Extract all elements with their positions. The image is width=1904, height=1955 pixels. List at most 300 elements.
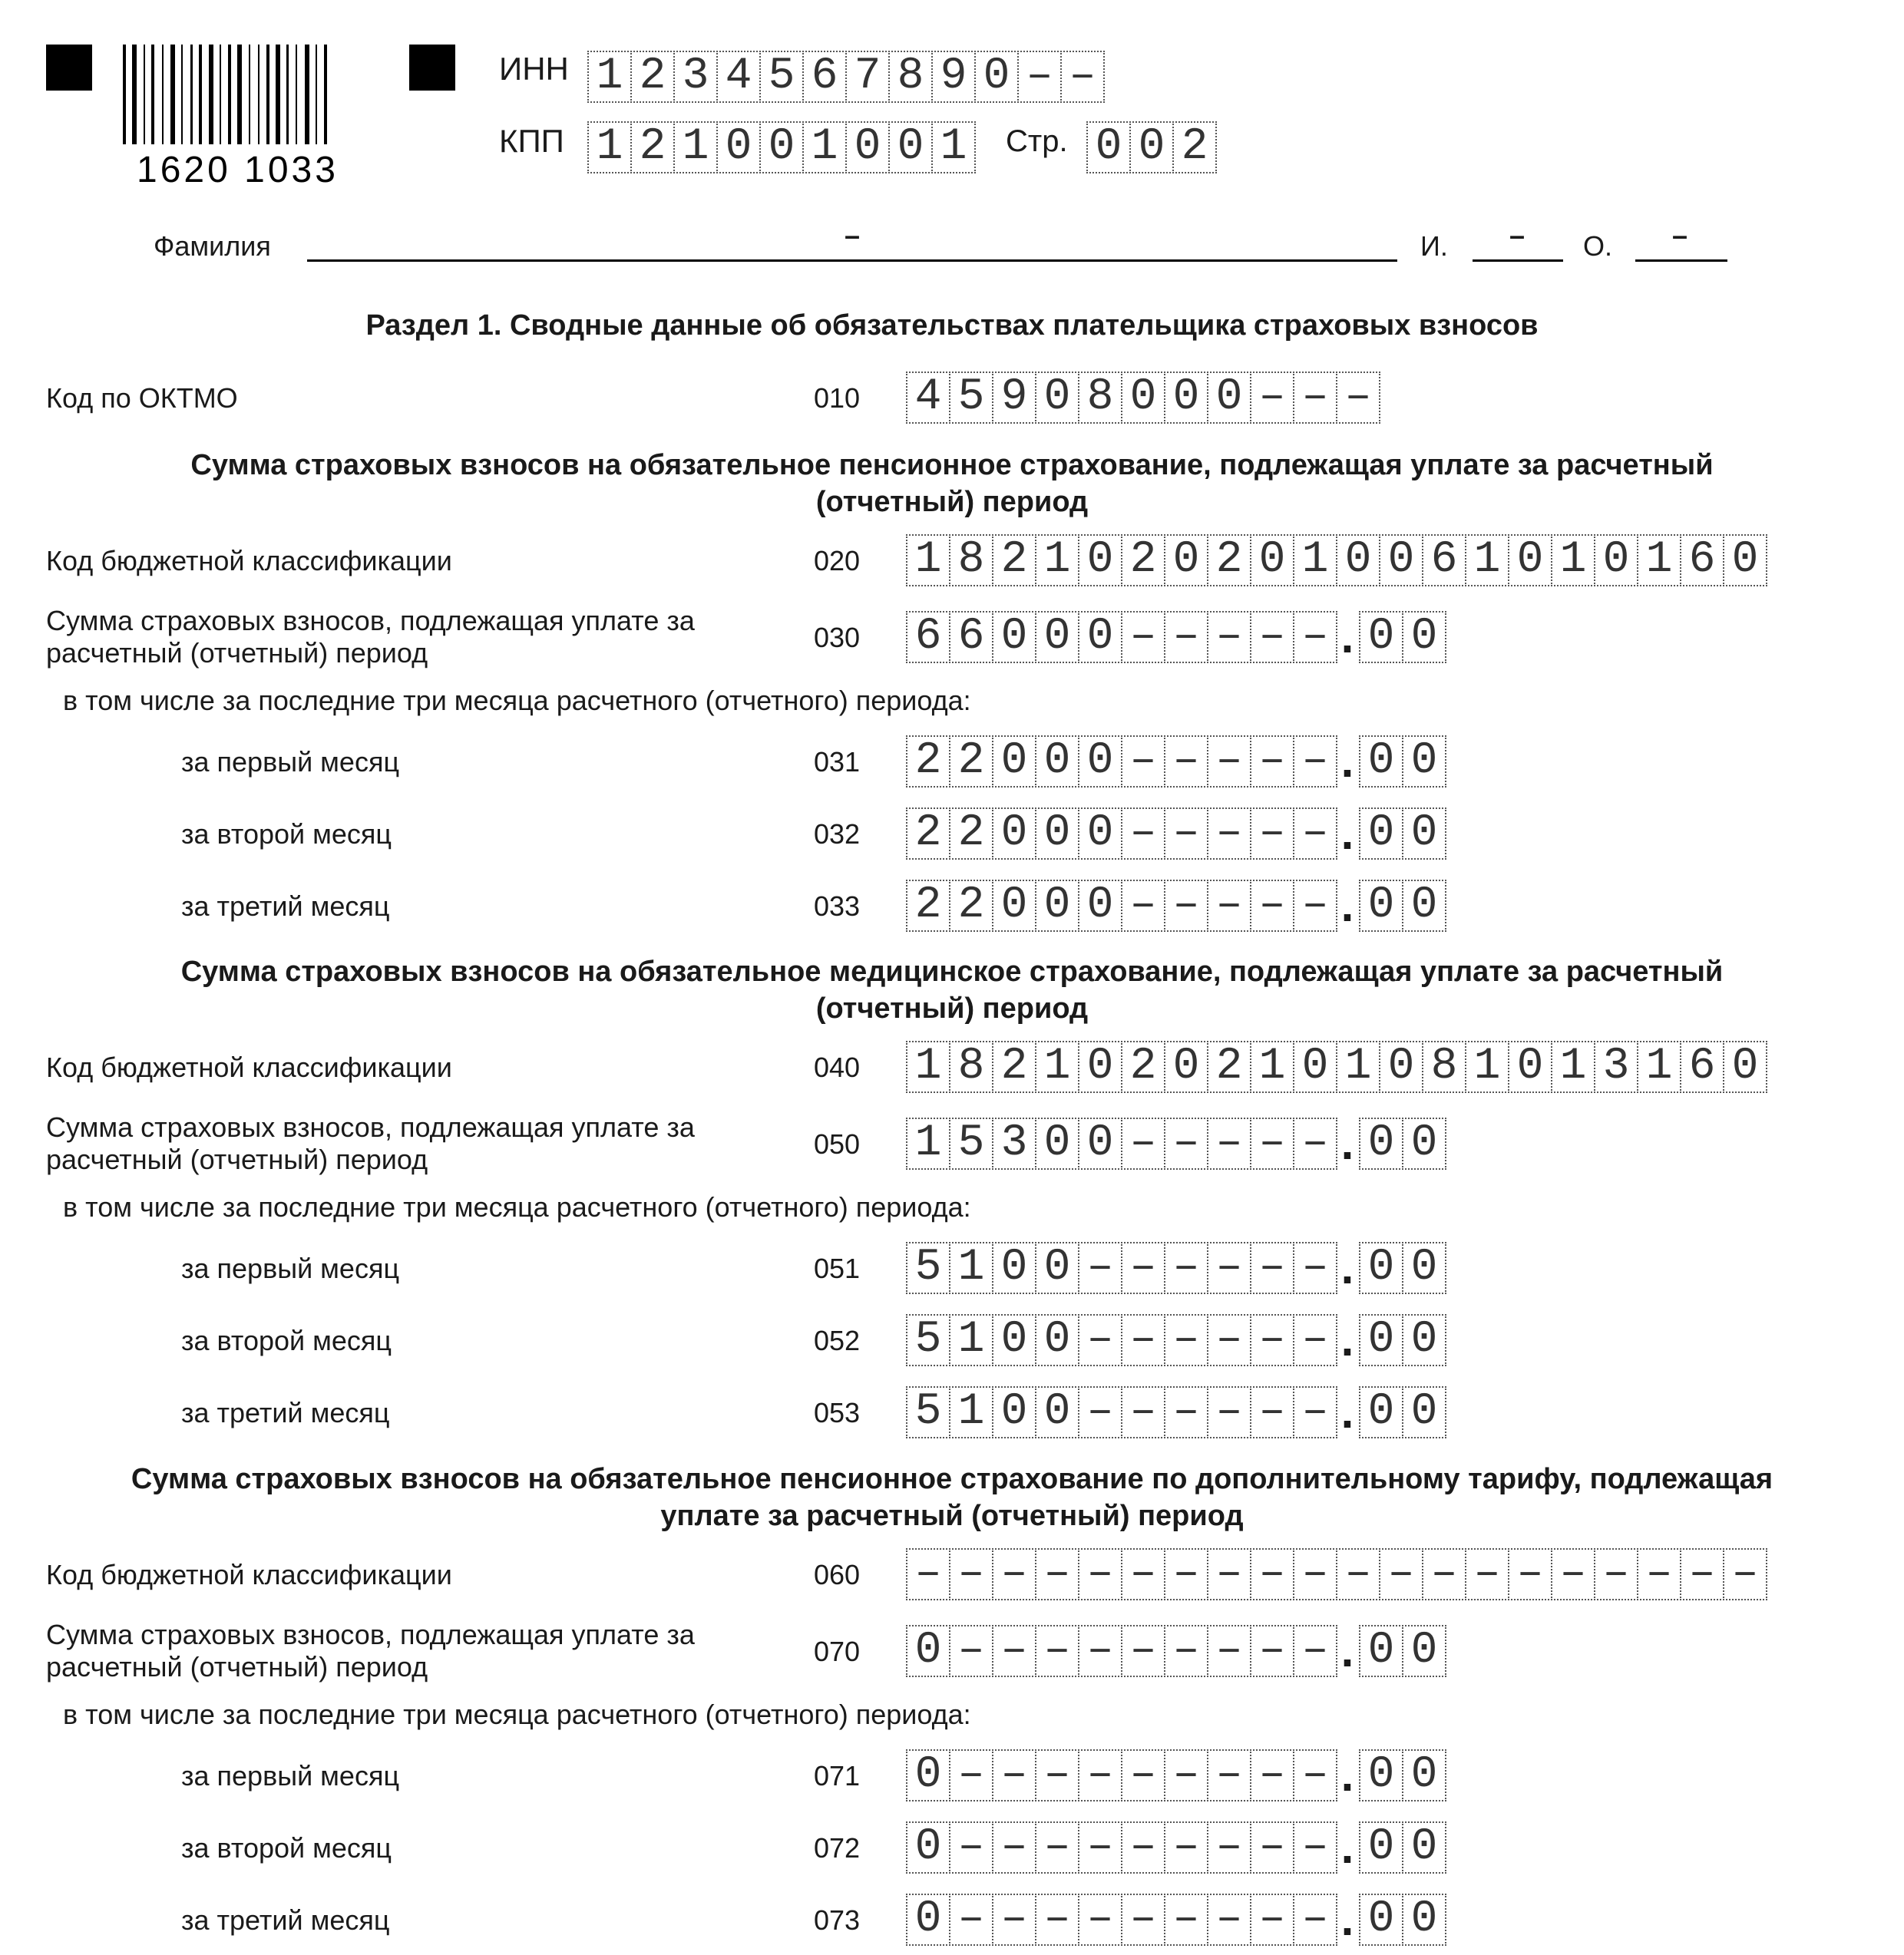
kbk-cells[interactable] [906,1041,1766,1093]
name-value[interactable]: – [1509,220,1526,251]
input-cell[interactable]: – [1121,1625,1165,1677]
input-cell[interactable]: 1 [949,1386,993,1438]
surname-line [307,259,1397,262]
input-cell[interactable]: – [1293,735,1337,788]
input-cell[interactable]: 2 [906,735,950,788]
input-cell[interactable]: 0 [906,1894,950,1946]
input-cell[interactable]: – [1250,1118,1294,1170]
input-cell[interactable]: – [1207,1894,1251,1946]
input-cell[interactable]: 2 [949,807,993,860]
corner-marker-right [409,45,455,91]
input-cell[interactable]: – [1293,372,1337,424]
input-cell[interactable]: – [1078,1548,1122,1600]
input-cell[interactable]: – [1293,1118,1337,1170]
kbk-cells[interactable] [906,1548,1766,1600]
oktmo-label: Код по ОКТМО [46,382,238,414]
amount-cells[interactable] [906,1821,1445,1874]
page-cells[interactable] [1086,121,1215,173]
input-cell[interactable]: 0 [1293,1041,1337,1093]
input-cell[interactable]: – [1207,1821,1251,1874]
input-cell[interactable]: 0 [1359,1894,1403,1946]
input-cell[interactable]: 0 [1164,372,1208,424]
input-cell[interactable]: 5 [949,372,993,424]
input-cell[interactable]: 3 [992,1118,1036,1170]
month-code: 072 [814,1832,861,1864]
input-cell[interactable]: – [1250,1749,1294,1801]
input-cell[interactable]: – [1637,1548,1681,1600]
input-cell[interactable]: 0 [888,121,933,173]
input-cell[interactable]: – [1164,1821,1208,1874]
input-cell[interactable]: 0 [1402,880,1446,932]
input-cell[interactable]: 0 [906,1749,950,1801]
input-cell[interactable]: 0 [1402,1242,1446,1294]
input-cell[interactable]: 1 [802,121,847,173]
month-label: за второй месяц [181,1325,392,1356]
amount-cells[interactable] [906,880,1445,932]
input-cell[interactable]: – [1207,880,1251,932]
input-cell[interactable]: – [1121,1118,1165,1170]
input-cell[interactable]: – [1594,1548,1638,1600]
input-cell[interactable]: 1 [949,1242,993,1294]
input-cell[interactable]: 0 [1207,372,1251,424]
input-cell[interactable]: 0 [992,1386,1036,1438]
input-cell[interactable]: 0 [1508,534,1552,586]
input-cell[interactable]: 0 [1035,1386,1079,1438]
input-cell[interactable]: – [1250,1548,1294,1600]
input-cell[interactable]: – [1164,1894,1208,1946]
input-cell[interactable]: – [1293,1821,1337,1874]
input-cell[interactable]: – [906,1548,950,1600]
input-cell[interactable]: – [949,1749,993,1801]
input-cell[interactable]: – [1035,1625,1079,1677]
inn-label: ИНН [499,51,569,87]
input-cell[interactable]: 0 [1086,121,1131,173]
input-cell[interactable]: – [1207,1548,1251,1600]
input-cell[interactable]: 0 [1078,880,1122,932]
oktmo-cells[interactable] [906,372,1379,424]
input-cell[interactable]: – [1121,1749,1165,1801]
input-cell[interactable]: – [1121,611,1165,663]
kbk-label: Код бюджетной классификации [46,545,452,576]
decimal-point: . [1340,1894,1354,1945]
input-cell[interactable]: 0 [992,735,1036,788]
kpp-cells[interactable] [587,121,974,173]
decimal-point: . [1340,1118,1354,1169]
input-cell[interactable]: – [1207,1749,1251,1801]
decimal-point: . [1340,807,1354,859]
amount-cells[interactable] [906,611,1445,663]
kbk-code: 020 [814,545,861,576]
input-cell[interactable]: 1 [1551,534,1595,586]
input-cell[interactable]: 0 [992,880,1036,932]
input-cell[interactable]: 6 [949,611,993,663]
input-cell[interactable]: 2 [630,51,675,103]
input-cell[interactable]: 0 [716,121,761,173]
input-cell[interactable]: 1 [1637,534,1681,586]
input-cell[interactable]: 9 [992,372,1036,424]
input-cell[interactable]: 0 [1359,1386,1403,1438]
input-cell[interactable]: 6 [1680,534,1724,586]
input-cell[interactable]: 1 [931,121,976,173]
sum-label [46,1111,695,1176]
input-cell[interactable]: – [992,1625,1036,1677]
input-cell[interactable]: 1 [949,1314,993,1366]
input-cell[interactable]: – [1293,807,1337,860]
amount-cells[interactable] [906,1749,1445,1801]
barcode [123,45,372,152]
input-cell[interactable]: – [1035,1821,1079,1874]
input-cell[interactable]: – [1250,372,1294,424]
input-cell[interactable]: – [1121,1821,1165,1874]
input-cell[interactable]: 0 [992,1314,1036,1366]
input-cell[interactable]: – [1078,1386,1122,1438]
input-cell[interactable]: 0 [1723,1041,1767,1093]
input-cell[interactable]: – [949,1548,993,1600]
input-cell[interactable]: – [1250,1821,1294,1874]
input-cell[interactable]: 4 [906,372,950,424]
input-cell[interactable]: 0 [1035,611,1079,663]
input-cell[interactable]: 3 [1594,1041,1638,1093]
input-cell[interactable]: 0 [1078,611,1122,663]
input-cell[interactable]: 8 [949,1041,993,1093]
input-cell[interactable]: 0 [1359,880,1403,932]
input-cell[interactable]: 0 [1164,1041,1208,1093]
input-cell[interactable]: 0 [1035,372,1079,424]
input-cell[interactable]: – [1293,1625,1337,1677]
input-cell[interactable]: – [1293,1242,1337,1294]
input-cell[interactable]: 6 [1422,534,1466,586]
inn-cells[interactable] [587,51,1103,103]
month-label: за второй месяц [181,1832,392,1864]
input-cell[interactable]: 1 [906,1041,950,1093]
input-cell[interactable]: – [1121,1548,1165,1600]
input-cell[interactable]: – [1379,1548,1423,1600]
input-cell[interactable]: – [1078,1314,1122,1366]
input-cell[interactable]: 0 [992,1242,1036,1294]
input-cell[interactable]: 0 [1359,1625,1403,1677]
amount-cells[interactable] [906,1894,1445,1946]
input-cell[interactable]: – [1293,1386,1337,1438]
input-cell[interactable]: 8 [949,534,993,586]
input-cell[interactable]: 0 [1402,1118,1446,1170]
input-cell[interactable]: – [1207,735,1251,788]
input-cell[interactable]: 8 [1078,372,1122,424]
input-cell[interactable]: 2 [949,880,993,932]
input-cell[interactable]: 0 [845,121,890,173]
input-cell[interactable]: – [1250,1386,1294,1438]
input-cell[interactable]: – [1121,807,1165,860]
input-cell[interactable]: 0 [1359,1821,1403,1874]
input-cell[interactable]: 2 [630,121,675,173]
input-cell[interactable]: – [1164,611,1208,663]
patronymic-value[interactable]: – [1672,220,1688,251]
input-cell[interactable]: – [1078,1821,1122,1874]
input-cell[interactable]: – [1164,1548,1208,1600]
input-cell[interactable]: 0 [1402,1894,1446,1946]
input-cell[interactable]: 0 [1035,1118,1079,1170]
input-cell[interactable]: 0 [1164,534,1208,586]
sum-label [46,605,695,669]
sum-code: 070 [814,1636,861,1667]
input-cell[interactable]: 0 [906,1821,950,1874]
input-cell[interactable]: – [1121,735,1165,788]
input-cell[interactable]: 3 [673,51,718,103]
sum-label-line1: Сумма страховых взносов, подлежащая уплате за [46,605,695,636]
input-cell[interactable]: – [992,1821,1036,1874]
input-cell[interactable]: 1 [1250,1041,1294,1093]
input-cell[interactable]: – [1164,1625,1208,1677]
input-cell[interactable]: – [1078,1625,1122,1677]
input-cell[interactable]: 9 [931,51,976,103]
input-cell[interactable]: 2 [1121,1041,1165,1093]
input-cell[interactable]: – [1164,1118,1208,1170]
input-cell[interactable]: 1 [1293,534,1337,586]
input-cell[interactable]: 0 [1359,611,1403,663]
patronymic-line [1635,259,1727,262]
input-cell[interactable]: 0 [1723,534,1767,586]
month-label: за первый месяц [181,1760,400,1792]
month-label: за первый месяц [181,1253,400,1284]
month-code: 051 [814,1253,861,1284]
input-cell[interactable]: 0 [1402,1386,1446,1438]
input-cell[interactable]: 1 [587,51,632,103]
input-cell[interactable]: – [1508,1548,1552,1600]
input-cell[interactable]: 0 [1359,1314,1403,1366]
input-cell[interactable]: – [949,1894,993,1946]
input-cell[interactable]: 0 [1359,735,1403,788]
input-cell[interactable]: 2 [906,880,950,932]
input-cell[interactable]: – [1164,1749,1208,1801]
input-cell[interactable]: – [992,1749,1036,1801]
input-cell[interactable]: 0 [1035,1242,1079,1294]
input-cell[interactable]: 0 [759,121,804,173]
input-cell[interactable]: 0 [1250,534,1294,586]
input-cell[interactable]: – [1250,611,1294,663]
input-cell[interactable]: – [949,1625,993,1677]
input-cell[interactable]: 2 [1172,121,1217,173]
amount-cells[interactable] [906,1314,1445,1366]
amount-cells[interactable] [906,1386,1445,1438]
month-label: за третий месяц [181,1904,390,1936]
input-cell[interactable]: – [1164,880,1208,932]
input-cell[interactable]: 0 [1078,807,1122,860]
input-cell[interactable]: 2 [949,735,993,788]
input-cell[interactable]: 2 [906,807,950,860]
input-cell[interactable]: – [1250,1894,1294,1946]
month-code: 033 [814,890,861,922]
input-cell[interactable]: – [1121,1242,1165,1294]
input-cell[interactable]: – [1293,1749,1337,1801]
kbk-code: 060 [814,1559,861,1590]
input-cell[interactable]: – [1293,611,1337,663]
input-cell[interactable]: 1 [1035,534,1079,586]
input-cell[interactable]: – [1250,880,1294,932]
input-cell[interactable]: 0 [1402,1749,1446,1801]
months-intro: в том числе за последние три месяца расчетного (отчетного) периода: [63,1699,971,1730]
kbk-label: Код бюджетной классификации [46,1559,452,1590]
input-cell[interactable]: 1 [906,1118,950,1170]
input-cell[interactable]: 0 [1402,1314,1446,1366]
input-cell[interactable]: 0 [1379,534,1423,586]
decimal-point: . [1340,1625,1354,1676]
input-cell[interactable]: – [1207,1314,1251,1366]
input-cell[interactable]: 2 [1207,534,1251,586]
input-cell[interactable]: 0 [1359,1242,1403,1294]
input-cell[interactable]: 5 [949,1118,993,1170]
input-cell[interactable]: 8 [888,51,933,103]
input-cell[interactable]: – [1293,1548,1337,1600]
input-cell[interactable]: – [1078,1894,1122,1946]
input-cell[interactable]: 0 [1078,1041,1122,1093]
input-cell[interactable]: 2 [1207,1041,1251,1093]
input-cell[interactable]: 1 [1336,1041,1380,1093]
input-cell[interactable]: 6 [906,611,950,663]
input-cell[interactable]: 0 [1121,372,1165,424]
input-cell[interactable]: 2 [1121,534,1165,586]
input-cell[interactable]: – [1078,1749,1122,1801]
input-cell[interactable]: – [1250,1314,1294,1366]
input-cell[interactable]: 1 [906,534,950,586]
amount-cells[interactable] [906,1242,1445,1294]
input-cell[interactable]: – [1035,1749,1079,1801]
input-cell[interactable]: 0 [1078,534,1122,586]
input-cell[interactable]: – [1207,1242,1251,1294]
input-cell[interactable]: – [1250,807,1294,860]
input-cell[interactable]: – [1121,880,1165,932]
input-cell[interactable]: 1 [587,121,632,173]
input-cell[interactable]: 1 [1637,1041,1681,1093]
input-cell[interactable]: – [1060,51,1105,103]
input-cell[interactable]: – [1422,1548,1466,1600]
decimal-point: . [1340,880,1354,931]
block-title-line1: Сумма страховых взносов на обязательное пенсионное страхование, подлежащая уплате за расчетный [190,449,1714,481]
input-cell[interactable]: 1 [673,121,718,173]
input-cell[interactable]: 0 [1078,1118,1122,1170]
input-cell[interactable]: 0 [1359,807,1403,860]
input-cell[interactable]: – [1164,735,1208,788]
input-cell[interactable]: 5 [906,1314,950,1366]
block-title-line2: (отчетный) период [815,486,1089,518]
input-cell[interactable]: 0 [906,1625,950,1677]
input-cell[interactable]: – [1017,51,1062,103]
input-cell[interactable]: 0 [1359,1118,1403,1170]
input-cell[interactable]: 0 [1336,534,1380,586]
input-cell[interactable]: 0 [1402,1821,1446,1874]
decimal-point: . [1340,1749,1354,1801]
input-cell[interactable]: – [1207,611,1251,663]
input-cell[interactable]: 0 [974,51,1019,103]
input-cell[interactable]: 0 [992,611,1036,663]
input-cell[interactable]: – [1207,1625,1251,1677]
input-cell[interactable]: – [1078,1242,1122,1294]
month-code: 053 [814,1397,861,1428]
input-cell[interactable]: – [1121,1314,1165,1366]
amount-cells[interactable] [906,1118,1445,1170]
block-title [31,447,1873,520]
input-cell[interactable]: 0 [1379,1041,1423,1093]
input-cell[interactable]: – [1164,807,1208,860]
input-cell[interactable]: 0 [1078,735,1122,788]
input-cell[interactable]: 7 [845,51,890,103]
input-cell[interactable]: – [1336,372,1380,424]
input-cell[interactable]: 6 [1680,1041,1724,1093]
month-label: за второй месяц [181,818,392,850]
input-cell[interactable]: 0 [1508,1041,1552,1093]
input-cell[interactable]: 8 [1422,1041,1466,1093]
input-cell[interactable]: 0 [1402,807,1446,860]
input-cell[interactable]: 0 [1402,611,1446,663]
input-cell[interactable]: 5 [906,1386,950,1438]
input-cell[interactable]: 1 [1035,1041,1079,1093]
input-cell[interactable]: – [1164,1314,1208,1366]
input-cell[interactable]: – [1723,1548,1767,1600]
input-cell[interactable]: – [1164,1242,1208,1294]
input-cell[interactable]: – [1035,1548,1079,1600]
input-cell[interactable]: 4 [716,51,761,103]
input-cell[interactable]: – [1250,1625,1294,1677]
input-cell[interactable]: – [1035,1894,1079,1946]
input-cell[interactable]: – [1121,1386,1165,1438]
input-cell[interactable]: – [949,1821,993,1874]
decimal-point: . [1340,735,1354,787]
input-cell[interactable]: 2 [992,534,1036,586]
sum-label-line2: расчетный (отчетный) период [46,637,428,669]
input-cell[interactable]: – [1121,1894,1165,1946]
input-cell[interactable]: – [1293,1314,1337,1366]
input-cell[interactable]: 1 [1465,534,1509,586]
input-cell[interactable]: 0 [992,807,1036,860]
input-cell[interactable]: 0 [1035,807,1079,860]
input-cell[interactable]: – [992,1894,1036,1946]
input-cell[interactable]: – [1551,1548,1595,1600]
input-cell[interactable]: 1 [1551,1041,1595,1093]
page-label: Стр. [1006,124,1068,158]
input-cell[interactable]: 0 [1035,880,1079,932]
input-cell[interactable]: 6 [802,51,847,103]
block-title-line2: уплате за расчетный (отчетный) период [660,1500,1244,1532]
input-cell[interactable]: – [1207,807,1251,860]
input-cell[interactable]: 0 [1035,735,1079,788]
amount-cells[interactable] [906,735,1445,788]
input-cell[interactable]: – [1293,1894,1337,1946]
input-cell[interactable]: 0 [1129,121,1174,173]
input-cell[interactable]: 0 [1594,534,1638,586]
patronymic-label: О. [1583,230,1613,262]
amount-cells[interactable] [906,1625,1445,1677]
input-cell[interactable]: 0 [1402,1625,1446,1677]
input-cell[interactable]: – [1250,735,1294,788]
input-cell[interactable]: – [1293,880,1337,932]
kbk-cells[interactable] [906,534,1766,586]
input-cell[interactable]: 0 [1359,1749,1403,1801]
input-cell[interactable]: – [1164,1386,1208,1438]
input-cell[interactable]: 0 [1402,735,1446,788]
surname-value[interactable]: – [845,220,861,251]
input-cell[interactable]: 2 [992,1041,1036,1093]
input-cell[interactable]: 5 [759,51,804,103]
input-cell[interactable]: 5 [906,1242,950,1294]
input-cell[interactable]: – [1207,1118,1251,1170]
input-cell[interactable]: – [1465,1548,1509,1600]
input-cell[interactable]: 0 [1035,1314,1079,1366]
input-cell[interactable]: – [992,1548,1036,1600]
amount-cells[interactable] [906,807,1445,860]
input-cell[interactable]: – [1250,1242,1294,1294]
input-cell[interactable]: 1 [1465,1041,1509,1093]
input-cell[interactable]: – [1336,1548,1380,1600]
input-cell[interactable]: – [1680,1548,1724,1600]
input-cell[interactable]: – [1207,1386,1251,1438]
